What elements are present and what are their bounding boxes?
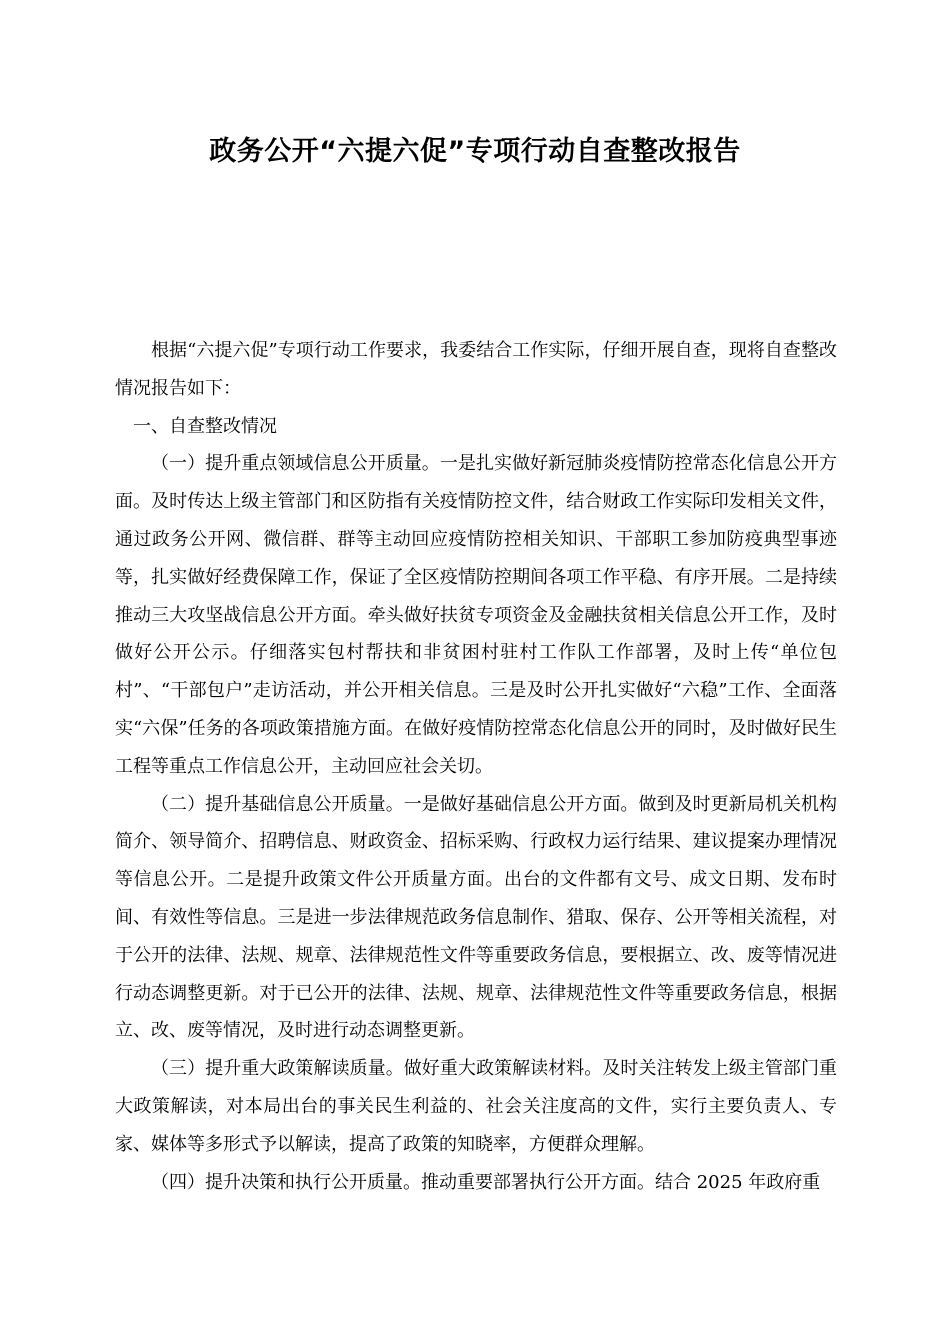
document-body [115,332,837,1201]
section-heading: 一、自查整改情况 [133,415,277,437]
body-paragraph: （四）提升决策和执行公开质量。推动重要部署执行公开方面。结合 2025 年政府重 [151,1171,821,1193]
document-title: 政务公开“六提六促”专项行动自查整改报告 [209,136,741,167]
intro-paragraph: 根据“六提六促”专项行动工作要求，我委结合工作实际，仔细开展自查，现将自查整改情况报告如下： [115,340,837,399]
body-paragraph: （三）提升重大政策解读质量。做好重大政策解读材料。及时关注转发上级主管部门重大政策解读，对本局出台的事关民生利益的、社会关注度高的文件，实行主要负责人、专家、媒体等多形式予以解读，提高了政策的知晓率，方便群众理解。 [115,1058,837,1155]
body-paragraph: （二）提升基础信息公开质量。一是做好基础信息公开方面。做到及时更新局机关机构简介、领导简介、招聘信息、财政资金、招标采购、行政权力运行结果、建议提案办理情况等信息公开。二是提升政策文件公开质量方面。出台的文件都有文号、成文日期、发布时间、有效性等信息。三是进一步法律规范政务信息制作、猎取、保存、公开等相关流程，对于公开的法律、法规、规章、法律规范性文件等重要政务信息，要根据立、改、废等情况进行动态调整更新。对于已公开的法律、法规、规章、法律规范性文件等重要政务信息，根据立、改、废等情况，及时进行动态调整更新。 [115,793,837,1042]
body-paragraph: （一）提升重点领域信息公开质量。一是扎实做好新冠肺炎疫情防控常态化信息公开方面。及时传达上级主管部门和区防指有关疫情防控文件，结合财政工作实际印发相关文件，通过政务公开网、微信群、群等主动回应疫情防控相关知识、干部职工参加防疫典型事迹等，扎实做好经费保障工作，保证了全区疫情防控期间各项工作平稳、有序开展。二是持续推动三大攻坚战信息公开方面。牵头做好扶贫专项资金及金融扶贫相关信息公开工作，及时做好公开公示。仔细落实包村帮扶和非贫困村驻村工作队工作部署，及时上传“单位包村”、“干部包户”走访活动，并公开相关信息。三是及时公开扎实做好“六稳”工作、全面落实“六保”任务的各项政策措施方面。在做好疫情防控常态化信息公开的同时，及时做好民生工程等重点工作信息公开，主动回应社会关切。 [115,453,837,777]
